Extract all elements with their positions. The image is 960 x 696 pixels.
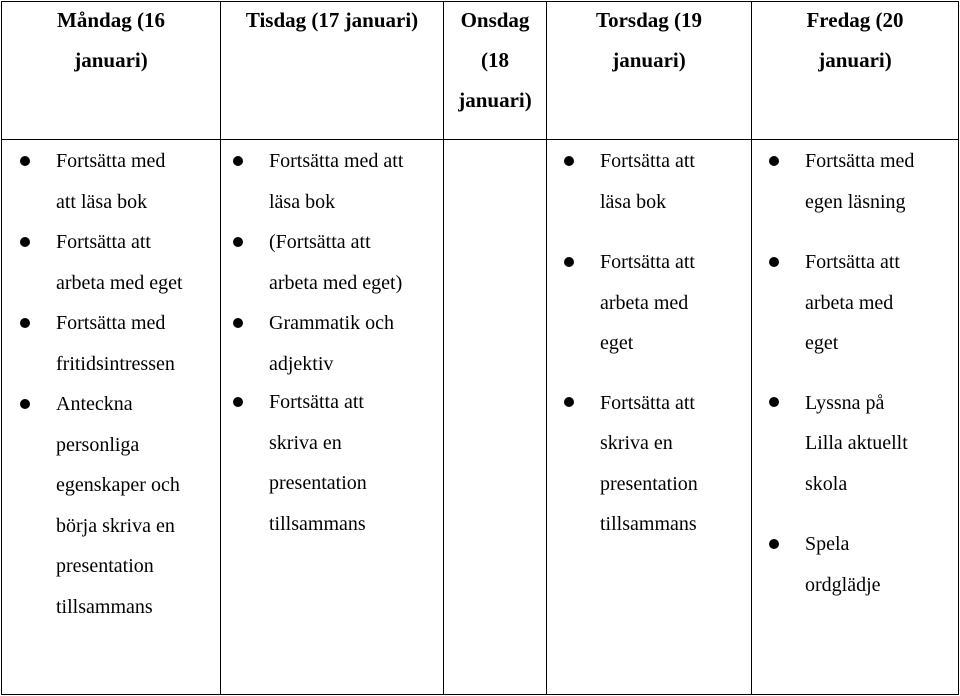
header-tuesday: Tisdag (17 januari) — [245, 8, 419, 32]
list-item: Fortsätta att arbeta med eget — [769, 242, 957, 364]
bullet-icon — [564, 156, 574, 166]
table-border — [751, 1, 752, 695]
bullet-icon — [233, 318, 243, 328]
bullet-icon — [233, 237, 243, 247]
header-friday: Fredag (20 januari) — [806, 8, 904, 72]
bullet-icon — [564, 397, 574, 407]
day-cell-friday — [769, 141, 957, 605]
bullet-icon — [233, 397, 243, 407]
day-cell-tuesday — [233, 141, 441, 544]
list-item: Fortsätta att läsa bok — [564, 141, 749, 222]
list-item: Fortsätta att arbeta med eget — [20, 222, 218, 303]
bullet-icon — [20, 399, 30, 409]
table-border — [220, 1, 221, 695]
list-item: Fortsätta att arbeta med eget — [564, 242, 749, 364]
list-item: Fortsätta att skriva en presentation tillsammans — [564, 383, 749, 545]
table-border — [958, 1, 959, 695]
list-item: Anteckna personliga egenskaper och börja skriva en presentation tillsammans — [20, 384, 218, 627]
list-item: Fortsätta med egen läsning — [769, 141, 957, 222]
table-border — [546, 1, 547, 695]
table-border — [1, 139, 959, 140]
list-item: (Fortsätta att arbeta med eget) — [233, 222, 441, 303]
list-item: Lyssna på Lilla aktuellt skola — [769, 383, 957, 505]
bullet-icon — [769, 397, 779, 407]
header-thursday: Torsdag (19 januari) — [596, 8, 702, 72]
bullet-icon — [769, 539, 779, 549]
bullet-icon — [20, 156, 30, 166]
list-item: Fortsätta med fritidsintressen — [20, 303, 218, 384]
table-border — [1, 1, 2, 695]
bullet-icon — [769, 156, 779, 166]
bullet-icon — [20, 318, 30, 328]
list-item: Fortsätta med att läsa bok — [233, 141, 441, 222]
header-wednesday: Onsdag (18 januari) — [458, 8, 532, 112]
header-monday: Måndag (16 januari) — [57, 8, 165, 72]
list-item: Spela ordglädje — [769, 524, 957, 605]
table-border — [1, 694, 959, 695]
bullet-icon — [564, 257, 574, 267]
bullet-icon — [20, 237, 30, 247]
bullet-icon — [769, 257, 779, 267]
list-item: Grammatik och adjektiv — [233, 303, 441, 384]
list-item: Fortsätta med att läsa bok — [20, 141, 218, 222]
day-cell-monday — [20, 141, 218, 627]
list-item: Fortsätta att skriva en presentation tillsammans — [233, 382, 441, 544]
day-cell-thursday — [564, 141, 749, 545]
bullet-icon — [233, 156, 243, 166]
